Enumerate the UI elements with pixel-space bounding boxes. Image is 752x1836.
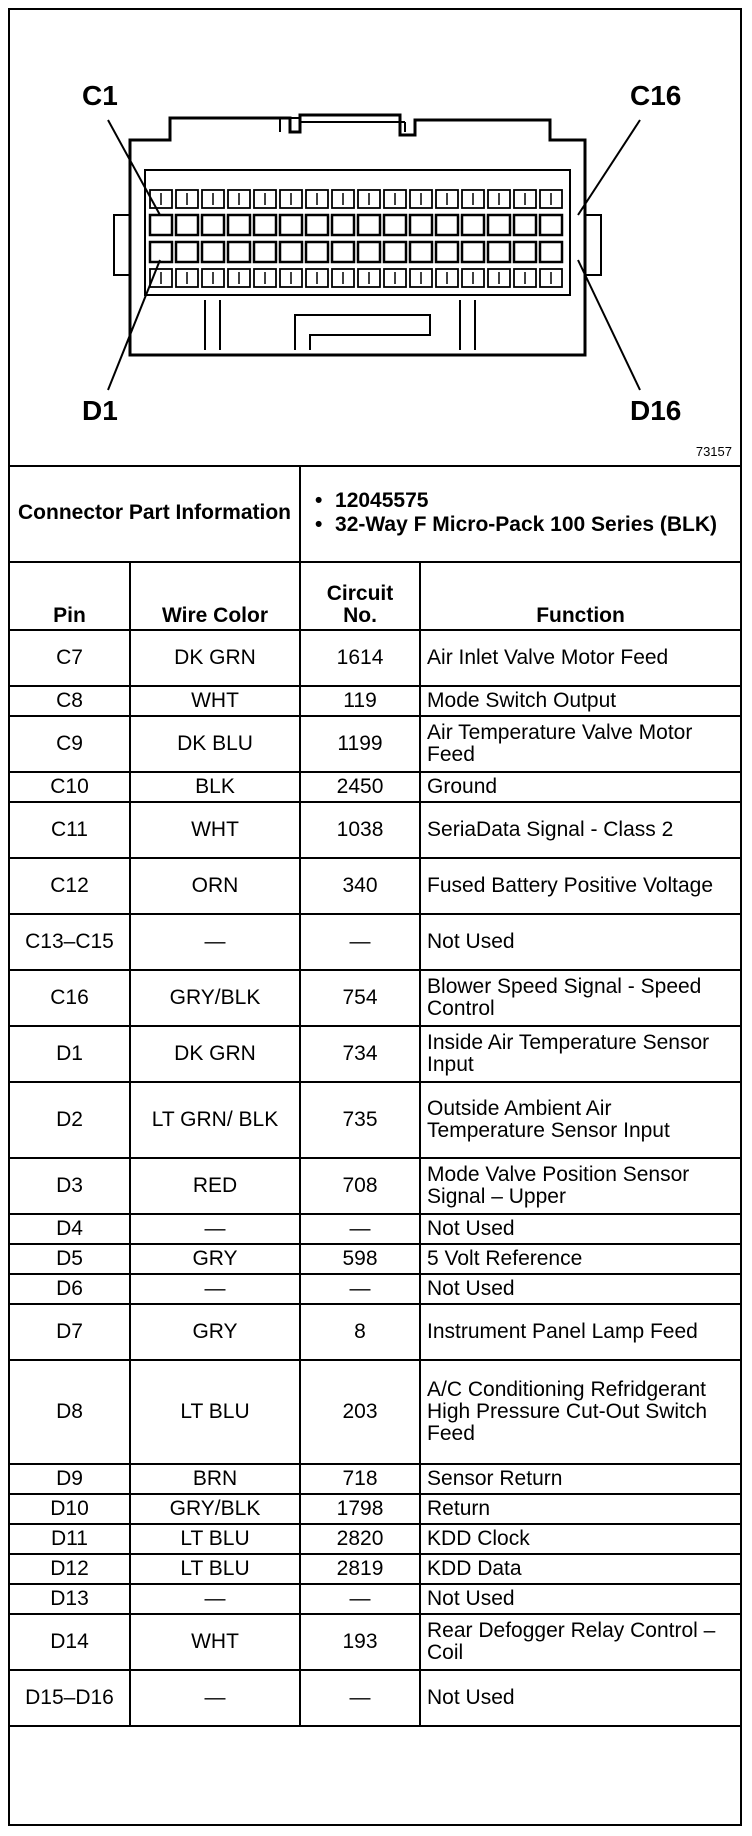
- cell-circuit-no: 1614: [300, 630, 420, 686]
- pin-cavity-c11: [410, 215, 432, 235]
- pin-cavity-d9: [358, 242, 380, 262]
- table-row: [10, 914, 740, 970]
- leader-line-c16: [578, 120, 640, 215]
- bullet-icon: •: [315, 513, 323, 536]
- cell-pin: C7: [10, 630, 130, 686]
- cell-wire-color: GRY/BLK: [130, 1494, 300, 1524]
- cell-wire-color: BLK: [130, 772, 300, 802]
- cell-pin: D6: [10, 1274, 130, 1304]
- header-pin: Pin: [10, 562, 130, 630]
- header-row: [10, 562, 740, 630]
- pin-cavity-c12: [436, 215, 458, 235]
- table-row: [10, 802, 740, 858]
- pin-cavity-d2: [176, 242, 198, 262]
- table-row: [10, 1584, 740, 1614]
- cell-function: Mode Switch Output: [420, 686, 740, 716]
- table-row: [10, 1214, 740, 1244]
- cell-function: Not Used: [420, 1274, 740, 1304]
- cell-circuit-no: 708: [300, 1158, 420, 1214]
- cell-function: Not Used: [420, 1214, 740, 1244]
- pin-label-c1: C1: [82, 80, 118, 111]
- cell-wire-color: WHT: [130, 1614, 300, 1670]
- pin-cavity-c5: [254, 215, 276, 235]
- pin-cavity-c7: [306, 215, 328, 235]
- cell-wire-color: DK GRN: [130, 630, 300, 686]
- cell-circuit-no: —: [300, 1274, 420, 1304]
- cell-pin: D5: [10, 1244, 130, 1274]
- cell-pin: C13–C15: [10, 914, 130, 970]
- cell-wire-color: —: [130, 1584, 300, 1614]
- cell-wire-color: LT BLU: [130, 1360, 300, 1464]
- header-function: Function: [420, 562, 740, 630]
- cell-wire-color: —: [130, 1274, 300, 1304]
- cell-wire-color: LT GRN/ BLK: [130, 1082, 300, 1158]
- connector-document: [8, 8, 742, 1826]
- connector-diagram: [10, 10, 740, 467]
- cell-circuit-no: 119: [300, 686, 420, 716]
- connector-description: 32-Way F Micro-Pack 100 Series (BLK): [335, 513, 718, 536]
- cell-wire-color: BRN: [130, 1464, 300, 1494]
- cell-pin: C10: [10, 772, 130, 802]
- pin-cavity-d13: [462, 242, 484, 262]
- cell-pin: D2: [10, 1082, 130, 1158]
- cell-wire-color: DK BLU: [130, 716, 300, 772]
- pin-cavity-c6: [280, 215, 302, 235]
- cell-function: Air Temperature Valve Motor Feed: [420, 716, 740, 772]
- pin-cavity-d8: [332, 242, 354, 262]
- cell-function: Air Inlet Valve Motor Feed: [420, 630, 740, 686]
- cell-circuit-no: 735: [300, 1082, 420, 1158]
- pin-cavity-d15: [514, 242, 536, 262]
- pin-cavity-c16: [540, 215, 562, 235]
- pin-cavity-d11: [410, 242, 432, 262]
- table-row: [10, 1670, 740, 1726]
- cell-pin: C12: [10, 858, 130, 914]
- cell-circuit-no: —: [300, 1214, 420, 1244]
- cell-function: Instrument Panel Lamp Feed: [420, 1304, 740, 1360]
- cell-circuit-no: 1038: [300, 802, 420, 858]
- pin-cavity-d6: [280, 242, 302, 262]
- cell-circuit-no: 718: [300, 1464, 420, 1494]
- table-row: [10, 1026, 740, 1082]
- leader-line-d16: [578, 260, 640, 390]
- cell-circuit-no: 203: [300, 1360, 420, 1464]
- cell-circuit-no: 1798: [300, 1494, 420, 1524]
- pin-cavity-d1: [150, 242, 172, 262]
- cell-circuit-no: 1199: [300, 716, 420, 772]
- cell-pin: D14: [10, 1614, 130, 1670]
- cell-wire-color: GRY: [130, 1244, 300, 1274]
- cell-wire-color: —: [130, 1214, 300, 1244]
- cell-function: Fused Battery Positive Voltage: [420, 858, 740, 914]
- table-row: [10, 1614, 740, 1670]
- cell-function: Blower Speed Signal - Speed Control: [420, 970, 740, 1026]
- cell-function: KDD Clock: [420, 1524, 740, 1554]
- cell-wire-color: —: [130, 1670, 300, 1726]
- cell-circuit-no: 8: [300, 1304, 420, 1360]
- pin-cavity-c9: [358, 215, 380, 235]
- cell-function: SeriaData Signal - Class 2: [420, 802, 740, 858]
- pin-cavity-c3: [202, 215, 224, 235]
- table-row: [10, 1082, 740, 1158]
- table-row: [10, 858, 740, 914]
- connector-info-row: [10, 465, 740, 562]
- table-row: [10, 1464, 740, 1494]
- cell-function: Outside Ambient Air Temperature Sensor Input: [420, 1082, 740, 1158]
- pin-cavity-c8: [332, 215, 354, 235]
- cell-wire-color: GRY/BLK: [130, 970, 300, 1026]
- cell-circuit-no: —: [300, 1584, 420, 1614]
- table-row: [10, 772, 740, 802]
- table-row: [10, 1158, 740, 1214]
- cell-wire-color: WHT: [130, 802, 300, 858]
- cell-function: Mode Valve Position Sensor Signal – Upper: [420, 1158, 740, 1214]
- cell-function: Not Used: [420, 914, 740, 970]
- cell-function: A/C Conditioning Refridgerant High Pressure Cut-Out Switch Feed: [420, 1360, 740, 1464]
- cell-circuit-no: 2819: [300, 1554, 420, 1584]
- pin-cavity-c2: [176, 215, 198, 235]
- leader-line-c1: [108, 120, 160, 215]
- cell-circuit-no: —: [300, 914, 420, 970]
- cell-wire-color: —: [130, 914, 300, 970]
- table-row: [10, 716, 740, 772]
- pin-cavity-d4: [228, 242, 250, 262]
- part-number: 12045575: [335, 489, 429, 512]
- table-row: [10, 1524, 740, 1554]
- cell-function: Sensor Return: [420, 1464, 740, 1494]
- cell-circuit-no: 598: [300, 1244, 420, 1274]
- pin-cavity-c1: [150, 215, 172, 235]
- pin-label-c16: C16: [630, 80, 682, 111]
- pin-cavity-c10: [384, 215, 406, 235]
- cell-pin: D10: [10, 1494, 130, 1524]
- cell-pin: D8: [10, 1360, 130, 1464]
- leader-line-d1: [108, 260, 160, 390]
- cell-circuit-no: 2820: [300, 1524, 420, 1554]
- cell-wire-color: RED: [130, 1158, 300, 1214]
- bullet-icon: •: [315, 489, 323, 512]
- cell-circuit-no: 340: [300, 858, 420, 914]
- cell-circuit-no: 2450: [300, 772, 420, 802]
- cell-wire-color: ORN: [130, 858, 300, 914]
- cell-function: KDD Data: [420, 1554, 740, 1584]
- table-row: [10, 1360, 740, 1464]
- cell-pin: D3: [10, 1158, 130, 1214]
- cell-pin: D4: [10, 1214, 130, 1244]
- pin-cavity-c15: [514, 215, 536, 235]
- table-row: [10, 1304, 740, 1360]
- left-side-tab: [114, 215, 130, 275]
- cell-pin: D1: [10, 1026, 130, 1082]
- header-circuit-no: Circuit No.: [300, 562, 420, 630]
- cell-pin: D9: [10, 1464, 130, 1494]
- pin-cavity-d5: [254, 242, 276, 262]
- cell-wire-color: LT BLU: [130, 1554, 300, 1584]
- pin-cavity-d10: [384, 242, 406, 262]
- pin-label-d1: D1: [82, 395, 118, 426]
- pin-cavity-d14: [488, 242, 510, 262]
- cell-function: Inside Air Temperature Sensor Input: [420, 1026, 740, 1082]
- cell-pin: D15–D16: [10, 1670, 130, 1726]
- part-number-line: [315, 489, 734, 513]
- table-row: [10, 1244, 740, 1274]
- table-row: [10, 970, 740, 1026]
- cell-circuit-no: 193: [300, 1614, 420, 1670]
- table-row: [10, 1274, 740, 1304]
- cell-function: Not Used: [420, 1670, 740, 1726]
- pin-cavity-d16: [540, 242, 562, 262]
- figure-number: 73157: [695, 444, 732, 459]
- cell-circuit-no: 734: [300, 1026, 420, 1082]
- pin-label-d16: D16: [630, 395, 682, 426]
- cell-pin: D12: [10, 1554, 130, 1584]
- cell-function: Rear Defogger Relay Control – Coil: [420, 1614, 740, 1670]
- pin-cavity-c13: [462, 215, 484, 235]
- pinout-table-body: [10, 465, 740, 1726]
- pin-grid: [150, 190, 562, 287]
- pin-cavity-c14: [488, 215, 510, 235]
- cell-pin: C16: [10, 970, 130, 1026]
- cell-wire-color: GRY: [130, 1304, 300, 1360]
- cell-wire-color: DK GRN: [130, 1026, 300, 1082]
- cell-function: Return: [420, 1494, 740, 1524]
- connector-info-label: Connector Part Information: [10, 465, 300, 562]
- cell-function: Ground: [420, 772, 740, 802]
- cell-wire-color: WHT: [130, 686, 300, 716]
- right-side-tab: [585, 215, 601, 275]
- description-line: [315, 513, 734, 537]
- pin-cavity-d3: [202, 242, 224, 262]
- cell-function: 5 Volt Reference: [420, 1244, 740, 1274]
- pinout-table: [10, 465, 740, 1727]
- connector-info-values: [300, 465, 740, 562]
- cell-pin: C9: [10, 716, 130, 772]
- cell-pin: C11: [10, 802, 130, 858]
- pin-cavity-d7: [306, 242, 328, 262]
- table-row: [10, 686, 740, 716]
- table-row: [10, 1554, 740, 1584]
- cell-pin: D13: [10, 1584, 130, 1614]
- table-row: [10, 630, 740, 686]
- table-row: [10, 1494, 740, 1524]
- cell-wire-color: LT BLU: [130, 1524, 300, 1554]
- cell-pin: C8: [10, 686, 130, 716]
- cell-circuit-no: 754: [300, 970, 420, 1026]
- pin-cavity-c4: [228, 215, 250, 235]
- header-wire-color: Wire Color: [130, 562, 300, 630]
- bottom-key-slot: [295, 315, 430, 350]
- pin-cavity-d12: [436, 242, 458, 262]
- cell-pin: D11: [10, 1524, 130, 1554]
- cell-function: Not Used: [420, 1584, 740, 1614]
- cell-circuit-no: —: [300, 1670, 420, 1726]
- cell-pin: D7: [10, 1304, 130, 1360]
